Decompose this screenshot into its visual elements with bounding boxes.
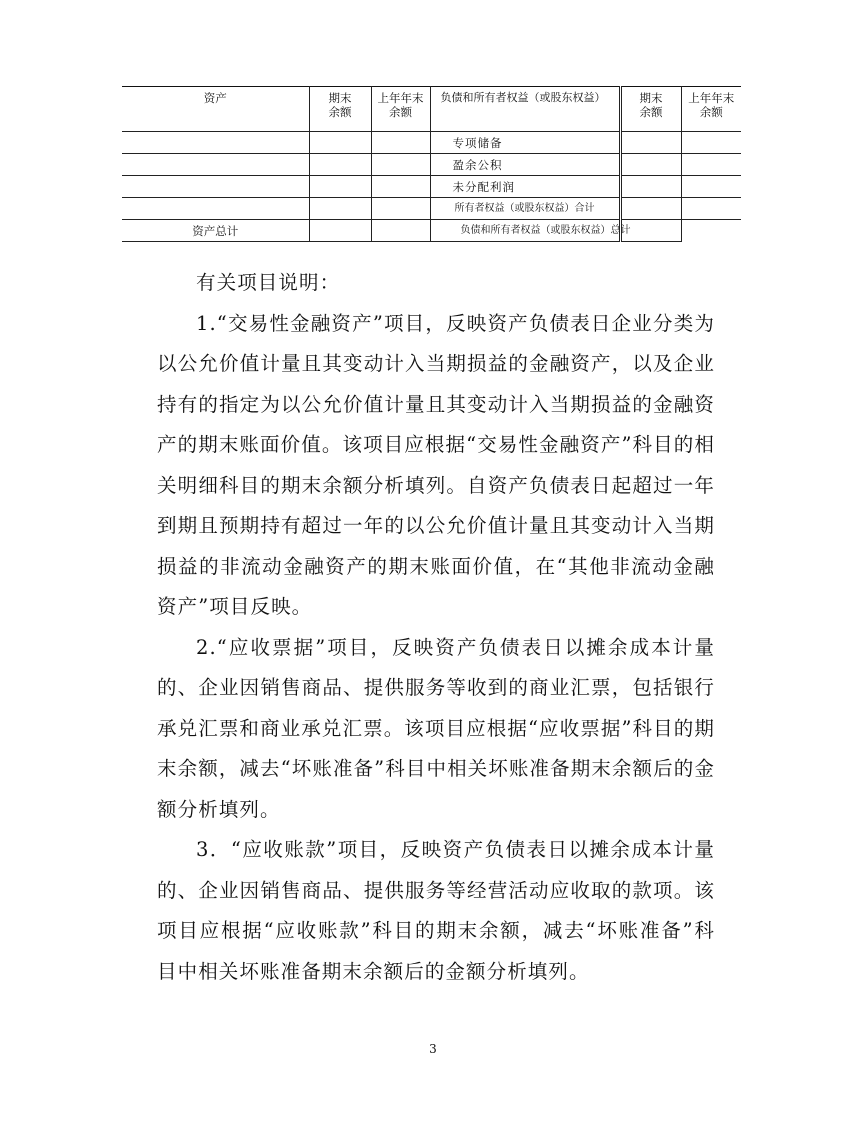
row-cell: [371, 198, 430, 220]
table-header-row: [122, 87, 741, 132]
row-cell: [371, 154, 430, 176]
paragraph-1: 1.“交易性金融资产”项目，反映资产负债表日企业分类为以公允价值计量且其变动计入当期损益的金融资产，以及企业持有的指定为以公允价值计量且其变动计入当期损益的金融资产的期末账面价值。该项目应根据“交易性金融资产”科目的相关明细科目的期末余额分析填列。自资产负债表日起超过一年到期且预期持有超过一年的以公允价值计量且其变动计入当期损益的非流动金融资产的期末账面价值，在“其他非流动金融资产”项目反映。: [157, 311, 715, 618]
header-end-balance: 期末 余额: [309, 87, 371, 132]
header-prev-year-balance: 上年年末 余额: [371, 87, 430, 132]
row-asset-cell: [122, 198, 309, 220]
balance-sheet-table: [122, 86, 741, 242]
row-cell: [681, 154, 741, 176]
paragraph-3: 3．“应收账款”项目，反映资产负债表日以摊余成本计量的、企业因销售商品、提供服务等经营活动应收取的款项。该项目应根据“应收账款”科目的期末余额，减去“坏账准备”科目中相关坏账准备期末余额后的金额分析填列。: [157, 838, 715, 983]
row-cell: [371, 132, 430, 154]
row-asset-cell: [122, 132, 309, 154]
row-cell: [309, 154, 371, 176]
row-cell: [309, 176, 371, 198]
header-end-balance-right: 期末 余额: [620, 87, 681, 132]
row-liability-cell: 专项储备: [430, 132, 620, 154]
row-cell: [309, 220, 371, 242]
row-asset-cell: [122, 154, 309, 176]
total-liability-equity-cell: 负债和所有者权益（或股东权益）总计: [430, 220, 620, 242]
row-cell: [371, 176, 430, 198]
row-liability-cell: 盈余公积: [430, 154, 620, 176]
row-cell: [620, 176, 681, 198]
total-assets-cell: 资产总计: [122, 220, 309, 242]
header-liability-equity: 负债和所有者权益（或股东权益）: [430, 87, 620, 132]
row-cell: [309, 132, 371, 154]
body-text: [157, 263, 715, 992]
row-cell: [681, 198, 741, 220]
row-cell: [620, 132, 681, 154]
row-cell: [371, 220, 430, 242]
row-cell: [681, 132, 741, 154]
row-liability-cell: 未分配利润: [430, 176, 620, 198]
row-cell: [309, 198, 371, 220]
row-cell: [681, 176, 741, 198]
table-row: [122, 198, 741, 220]
header-asset: 资产: [122, 87, 309, 132]
header-prev-year-balance-right: 上年年末 余额: [681, 87, 741, 132]
page-number: 3: [429, 1042, 437, 1056]
intro-heading: 有关项目说明：: [196, 271, 341, 294]
row-asset-cell: [122, 176, 309, 198]
paragraph-2: 2.“应收票据”项目，反映资产负债表日以摊余成本计量的、企业因销售商品、提供服务等收到的商业汇票，包括银行承兑汇票和商业承兑汇票。该项目应根据“应收票据”科目的期末余额，减去“坏账准备”科目中相关坏账准备期末余额后的金额分析填列。: [157, 635, 715, 821]
row-cell: [620, 198, 681, 220]
row-cell: [620, 154, 681, 176]
row-cell: [681, 220, 741, 242]
table-row-total: [122, 220, 741, 242]
table-row: [122, 154, 741, 176]
table-row: [122, 132, 741, 154]
table-row: [122, 176, 741, 198]
row-equity-total-cell: 所有者权益（或股东权益）合计: [430, 198, 620, 220]
